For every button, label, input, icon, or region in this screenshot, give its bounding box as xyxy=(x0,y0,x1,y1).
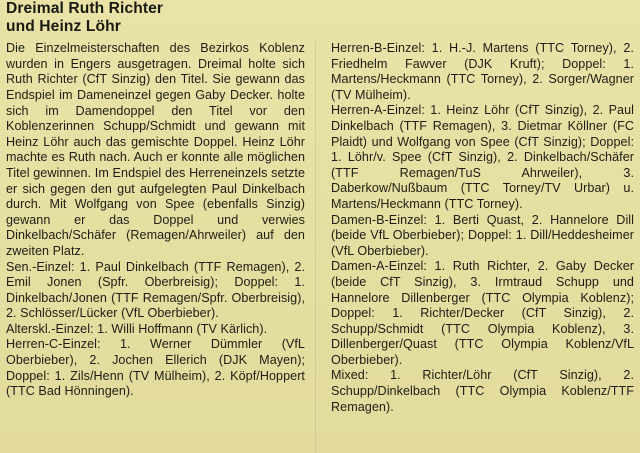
result-herren-a: Herren-A-Einzel: 1. Heinz Löhr (CfT Sinzig), 2. Paul Dinkelbach (TTF Remagen), 3. Dietmar Köllner (FC Plaidt) und Wolfgang von Spee (CfT Sinzig); Doppel: 1. Löhr/v. Spee (CfT Sinzig), 2. Dinkelbach/Schäfer (TTF Remagen/TuS Ahrweiler), 3. Daberkow/Nußbaum (TTC Torney/TV Urbar) u. Martens/Heckmann (TTC Torney). xyxy=(331,103,634,211)
left-column xyxy=(6,0,305,400)
headline-line-2: und Heinz Löhr xyxy=(6,17,121,35)
right-column xyxy=(331,41,634,415)
headline-line-1: Dreimal Ruth Richter xyxy=(6,0,164,17)
result-damen-b: Damen-B-Einzel: 1. Berti Quast, 2. Hannelore Dill (beide VfL Oberbieber); Doppel: 1. Dill/Heddesheimer (VfL Oberbieber). xyxy=(331,212,634,258)
column-gutter xyxy=(315,41,316,453)
result-herren-c: Herren-C-Einzel: 1. Werner Dümmler (VfL Oberbieber), 2. Jochen Ellerich (DJK Mayen); Doppel: 1. Zils/Henn (TV Mülheim), 2. Köpf/Hoppert (TTC Bad Hönningen). xyxy=(6,337,305,399)
result-mixed: Mixed: 1. Richter/Löhr (CfT Sinzig), 2. Schupp/Dinkelbach (TTC Olympia Koblenz/TTF Remagen). xyxy=(331,368,634,414)
article-headline xyxy=(6,0,305,35)
result-altersklasse: Alterskl.-Einzel: 1. Willi Hoffmann (TV Kärlich). xyxy=(6,321,268,336)
result-damen-a: Damen-A-Einzel: 1. Ruth Richter, 2. Gaby Decker (beide CfT Sinzig), 3. Irmtraud Schupp und Hannelore Dillenberger (TTC Olympia Koblenz); Doppel: 1. Richter/Decker (CfT Sinzig), 2. Schupp/Schmidt (TTC Olympia Koblenz), 3. Dillenberger/Quast (TTC Olympia Koblenz/VfL Oberbieber). xyxy=(331,259,634,367)
article-intro-paragraph: Die Einzelmeisterschaften des Bezirkos Koblenz wurden in Engers ausgetragen. Dreimal holte sich Ruth Richter (CfT Sinzig) den Titel. Sie gewann das Endspiel im Dameneinzel gegen Gaby Decker. holte sich im Damendoppel den Titel vor den Koblenzerinnen Schupp/Schmidt und gewann mit Heinz Löhr auch das gemischte Doppel. Heinz Löhr machte es Ruth nach. Auch er konnte alle möglichen Titel gewinnen. Im Endspiel des Herreneinzels setzte er sich gegen den gut aufgelegten Paul Dinkelbach durch. Mit Wolfgang von Spee (ebenfalls Sinzig) gewann er das Doppel und verwies Dinkelbach/Schäfer (Remagen/Ahrweiler) auf den zweiten Platz. xyxy=(6,41,305,258)
result-herren-b: Herren-B-Einzel: 1. H.-J. Martens (TTC Torney), 2. Friedhelm Fawver (DJK Kruft); Doppel: 1. Martens/Heckmann (TTC Torney), 2. Sorger/Wagner (TV Mülheim). xyxy=(331,41,634,102)
result-senioren: Sen.-Einzel: 1. Paul Dinkelbach (TTF Remagen), 2. Emil Jonen (Spfr. Oberbreisig); Doppel: 1. Dinkelbach/Jonen (TTF Remagen/Spfr. Oberbreisig), 2. Schlösser/Lücker (VfL Oberbieber). xyxy=(6,259,305,321)
